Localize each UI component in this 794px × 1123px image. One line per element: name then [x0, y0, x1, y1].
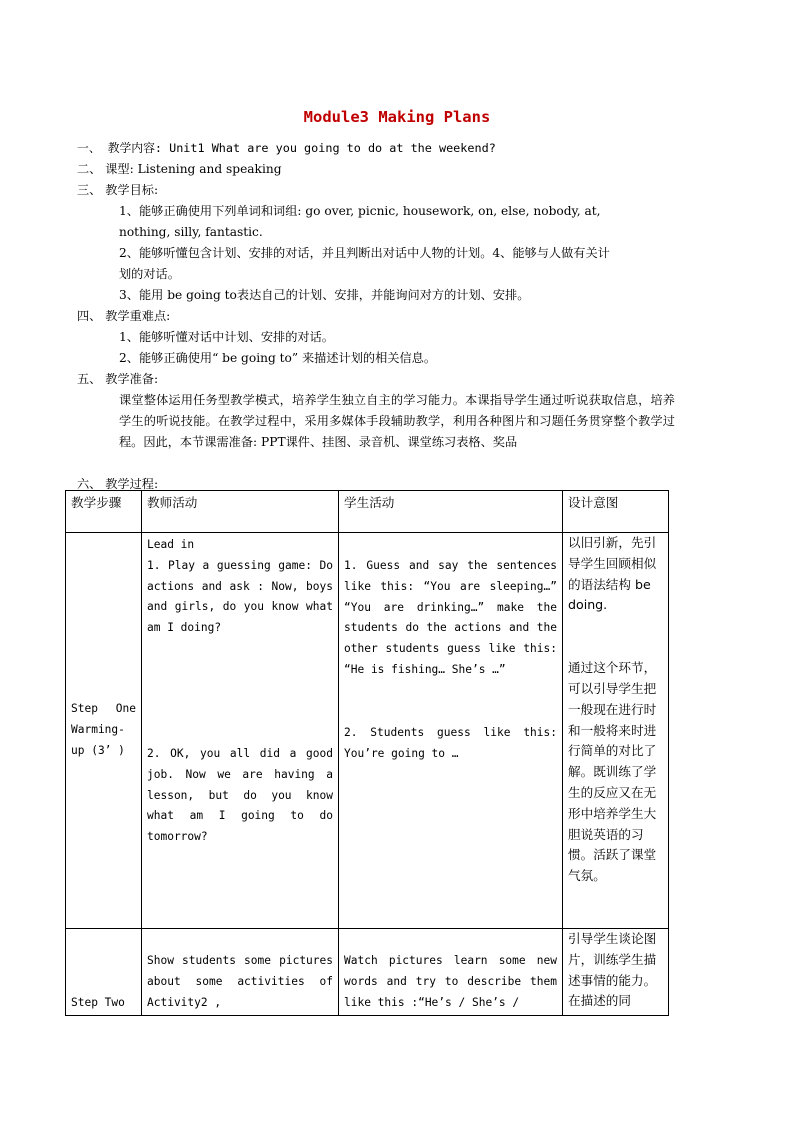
key-point-2: 2、能够正确使用“ be going to” 来描述计划的相关信息。 [119, 351, 437, 365]
step-one-design-cell [563, 533, 669, 929]
objective-line-3: 2、能够听懂包含计划、安排的对话，并且判断出对话中人物的计划。4、能够与人做有关计 [119, 246, 610, 260]
design-note-1: 以旧引新，先引导学生回顾相似的语法结构 be doing. [568, 535, 657, 613]
header-teacher: 教师活动 [142, 491, 339, 533]
section-lesson-type: 二、 课型: Listening and speaking [77, 162, 282, 176]
section-key-points-heading: 四、 教学重难点: [77, 309, 171, 323]
header-design: 设计意图 [563, 491, 669, 533]
design-note-2: 通过这个环节，可以引导学生把一般现在进行时和一般将来时进行简单的对比了解。既训练了学生的反应又在无形中培养学生大胆说英语的习惯。活跃了课堂气氛。 [568, 660, 657, 884]
step-two-teacher-cell: Show students some pictures about some activities of Activity2 , [142, 929, 339, 1016]
objective-line-4: 划的对话。 [119, 267, 180, 281]
student-activity-1: 1. Guess and say the sentences like this: “You are sleeping…” “You are drinking…” make the students do the actions and the other students guess like this: “He is fishing… She’s …” [344, 559, 557, 676]
section-preparation-heading: 五、 教学准备: [77, 372, 159, 386]
step-one-student-cell [339, 533, 563, 929]
header-step: 教学步骤 [66, 491, 142, 533]
section-process-heading: 六、 教学过程: [77, 477, 159, 491]
objective-line-5: 3、能用 be going to表达自己的计划、安排，并能询问对方的计划、安排。 [119, 288, 530, 302]
table-row [66, 533, 669, 929]
teacher-activity-2: 2. OK, you all did a good job. Now we are having a lesson, but do you know what am I going to do tomorrow? [147, 746, 333, 844]
section-teaching-content: 一、 教学内容: Unit1 What are you going to do at the weekend? [77, 141, 496, 155]
step-two-design-cell: 引导学生谈论图片，训练学生描述事情的能力。在描述的同 [563, 929, 669, 1016]
objective-line-1: 1、能够正确使用下列单词和词组: go over, picnic, housework, on, else, nobody, at, [119, 204, 601, 218]
step-one-teacher-cell [142, 533, 339, 929]
table-row [66, 929, 669, 1016]
teaching-process-table [65, 490, 669, 1016]
teacher-lead-in: Lead in [147, 538, 195, 551]
teacher-activity-1: 1. Play a guessing game: Do actions and ask : Now, boys and girls, do you know what am I doing? [147, 558, 333, 635]
table-header-row [66, 491, 669, 533]
header-student: 学生活动 [339, 491, 563, 533]
key-point-1: 1、能够听懂对话中计划、安排的对话。 [119, 330, 334, 344]
section-objectives-heading: 三、 教学目标: [77, 183, 159, 197]
student-activity-2: 2. Students guess like this: You’re going to … [344, 725, 557, 760]
page-title: Module3 Making Plans [303, 108, 491, 126]
step-two-cell: Step Two [66, 929, 142, 1016]
preparation-paragraph: 课堂整体运用任务型教学模式，培养学生独立自主的学习能力。本课指导学生通过听说获取信息，培养学生的听说技能。在教学过程中，采用多媒体手段辅助教学，利用各种图片和习题任务贯穿整个教学过程。因此，本节课需准备: PPT课件、挂图、录音机、课堂练习表格、奖品 [119, 393, 675, 449]
step-one-cell: Step One Warming-up (3’ ) [66, 533, 142, 929]
objective-line-2: nothing, silly, fantastic. [119, 225, 263, 239]
step-two-student-cell: Watch pictures learn some new words and try to describe them like this :“He’s / She’s / [339, 929, 563, 1016]
